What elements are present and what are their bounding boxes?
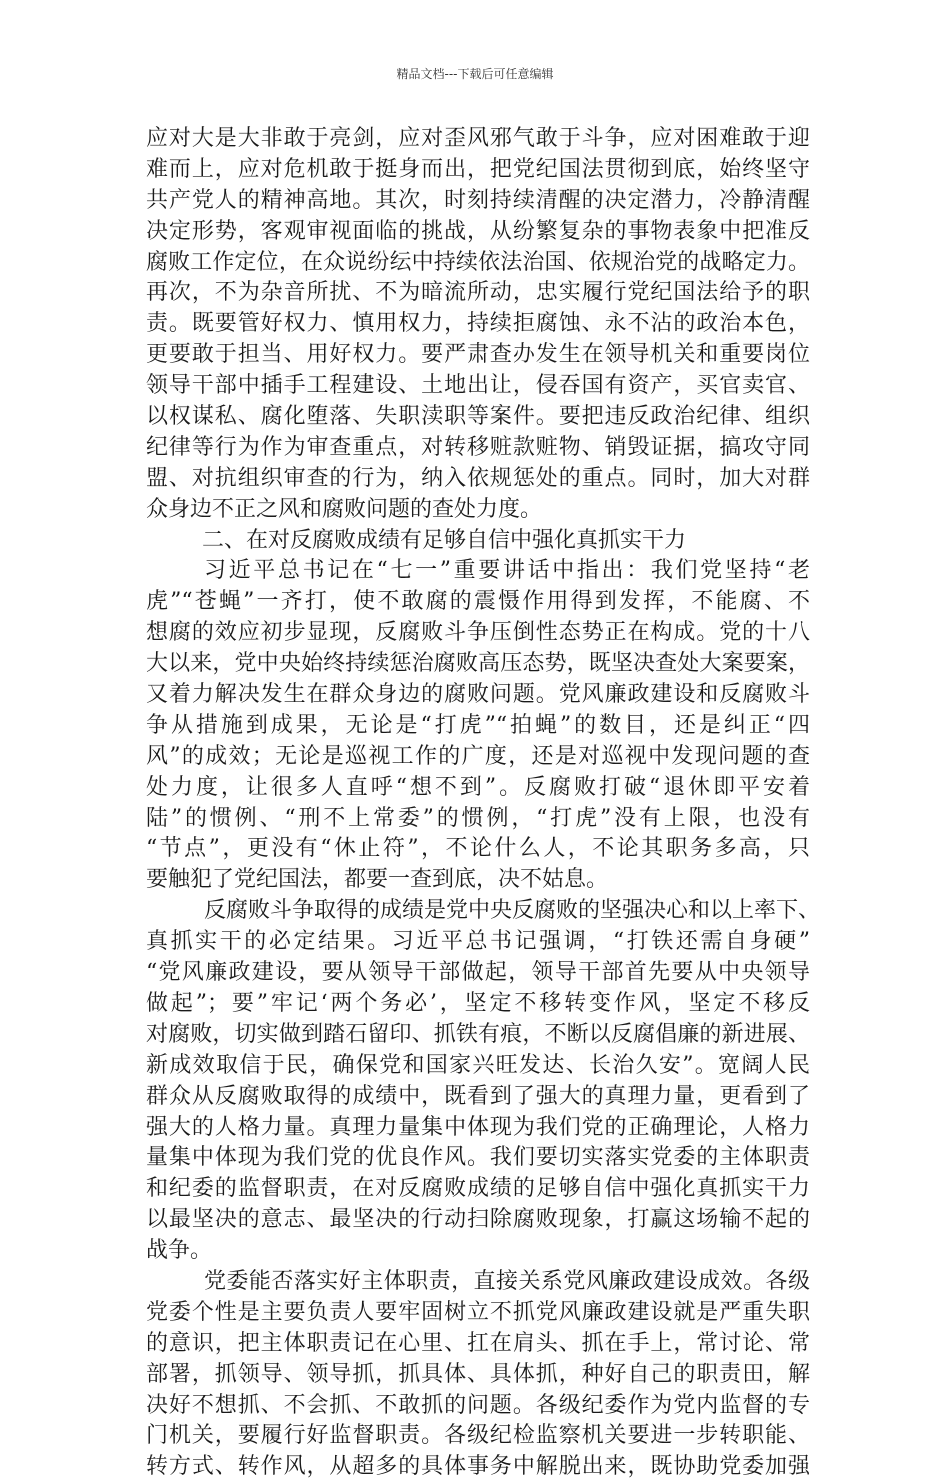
text-line: 群众从反腐败取得的成绩中，既看到了强大的真理力量，更看到了 [146,1083,810,1109]
text-line: 党委个性是主要负责人要牢固树立不抓党风廉政建设就是严重失职 [146,1299,810,1325]
text-line: 量集中体现为我们党的优良作风。我们要切实落实党委的主体职责 [146,1145,810,1171]
text-line: 对腐败，切实做到踏石留印、抓铁有痕，不断以反腐倡廉的新进展、 [146,1021,810,1047]
text-line: 战争。 [146,1238,213,1264]
section-heading: 二、在对反腐败成绩有足够自信中强化真抓实干力 [202,527,687,553]
text-line: 部署，抓领导、领导抓，抓具体、具体抓，种好自己的职责田，解 [146,1361,810,1387]
text-line: 党委能否落实好主体职责，直接关系党风廉政建设成效。各级 [204,1268,810,1294]
text-line: 再次，不为杂音所扰、不为暗流所动，忠实履行党纪国法给予的职 [146,280,810,306]
text-line: 做起”；要”牢记‘两个务必’，坚定不移转变作风，坚定不移反 [146,990,810,1016]
text-line: 虎”“苍蝇”一齐打，使不敢腐的震慑作用得到发挥，不能腐、不 [146,589,810,615]
text-line: 新成效取信于民，确保党和国家兴旺发达、长治久安”。宽阔人民 [146,1052,810,1078]
text-line: 以权谋私、腐化堕落、失职渎职等案件。要把违反政治纪律、组织 [146,404,810,430]
text-line: 要触犯了党纪国法，都要一查到底，决不姑息。 [146,867,609,893]
text-line: 责。既要管好权力、慎用权力，持续拒腐蚀、永不沾的政治本色， [146,311,810,337]
text-line: 应对大是大非敢于亮剑，应对歪风邪气敢于斗争，应对困难敢于迎 [146,126,810,151]
text-line: 纪律等行为作为审查重点，对转移赃款赃物、销毁证据，搞攻守同 [146,434,810,460]
text-line: 陆”的惯例、“刑不上常委”的惯例，“打虎”没有上限，也没有 [146,805,810,831]
text-line: 盟、对抗组织审查的行为，纳入依规惩处的重点。同时，加大对群 [146,465,810,491]
text-line: “节点”，更没有“休止符”，不论什么人，不论其职务多高，只 [146,836,810,862]
text-line: 共产党人的精神高地。其次，时刻持续清醒的决定潜力，冷静清醒 [146,187,810,213]
text-line: 想腐的效应初步显现，反腐败斗争压倒性态势正在构成。党的十八 [146,620,810,646]
text-line: 领导干部中插手工程建设、土地出让，侵吞国有资产，买官卖官、 [146,373,810,399]
text-line: 的意识，把主体职责记在心里、扛在肩头、抓在手上，常讨论、常 [146,1330,810,1356]
text-line: 争从措施到成果，无论是“打虎”“拍蝇”的数目，还是纠正“四 [146,712,810,738]
text-line: 决定形势，客观审视面临的挑战，从纷繁复杂的事物表象中把准反 [146,218,810,244]
text-line: 众身边不正之风和腐败问题的查处力度。 [146,496,543,522]
page-header: 精品文档---下载后可任意编辑 [396,67,554,81]
text-line: 处力度，让很多人直呼“想不到”。反腐败打破“退休即平安着 [146,774,810,800]
text-line: 腐败工作定位，在众说纷纭中持续依法治国、依规治党的战略定力。 [146,249,810,275]
text-line: “党风廉政建设，要从领导干部做起，领导干部首先要从中央领导 [146,960,810,986]
text-line: 强大的人格力量。真理力量集中体现为我们党的正确理论，人格力 [146,1114,810,1140]
text-line: 更要敢于担当、用好权力。要严肃查办发生在领导机关和重要岗位 [146,342,810,368]
text-line: 难而上，应对危机敢于挺身而出，把党纪国法贯彻到底，始终坚守 [146,156,810,182]
text-line: 门机关，要履行好监督职责。各级纪检监察机关要进一步转职能、 [146,1423,810,1449]
text-line: 转方式、转作风，从超多的具体事务中解脱出来，既协助党委加强 [146,1454,810,1480]
text-line: 决好不想抓、不会抓、不敢抓的问题。各级纪委作为党内监督的专 [146,1392,810,1418]
text-line: 反腐败斗争取得的成绩是党中央反腐败的坚强决心和以上率下、 [204,898,821,924]
document-body [146,124,821,1483]
text-line: 习近平总书记在“七一”重要讲话中指出：我们党坚持“老 [204,558,810,584]
text-line: 又着力解决发生在群众身边的腐败问题。党风廉政建设和反腐败斗 [146,682,810,708]
text-line: 真抓实干的必定结果。习近平总书记强调，“打铁还需自身硬” [146,929,810,955]
text-line: 以最坚决的意志、最坚决的行动扫除腐败现象，打赢这场输不起的 [146,1207,810,1233]
text-line: 大以来，党中央始终持续惩治腐败高压态势，既坚决查处大案要案， [146,651,810,677]
text-line: 风”的成效；无论是巡视工作的广度，还是对巡视中发现问题的查 [146,743,810,769]
text-line: 和纪委的监督职责，在对反腐败成绩的足够自信中强化真抓实干力 [146,1176,810,1202]
